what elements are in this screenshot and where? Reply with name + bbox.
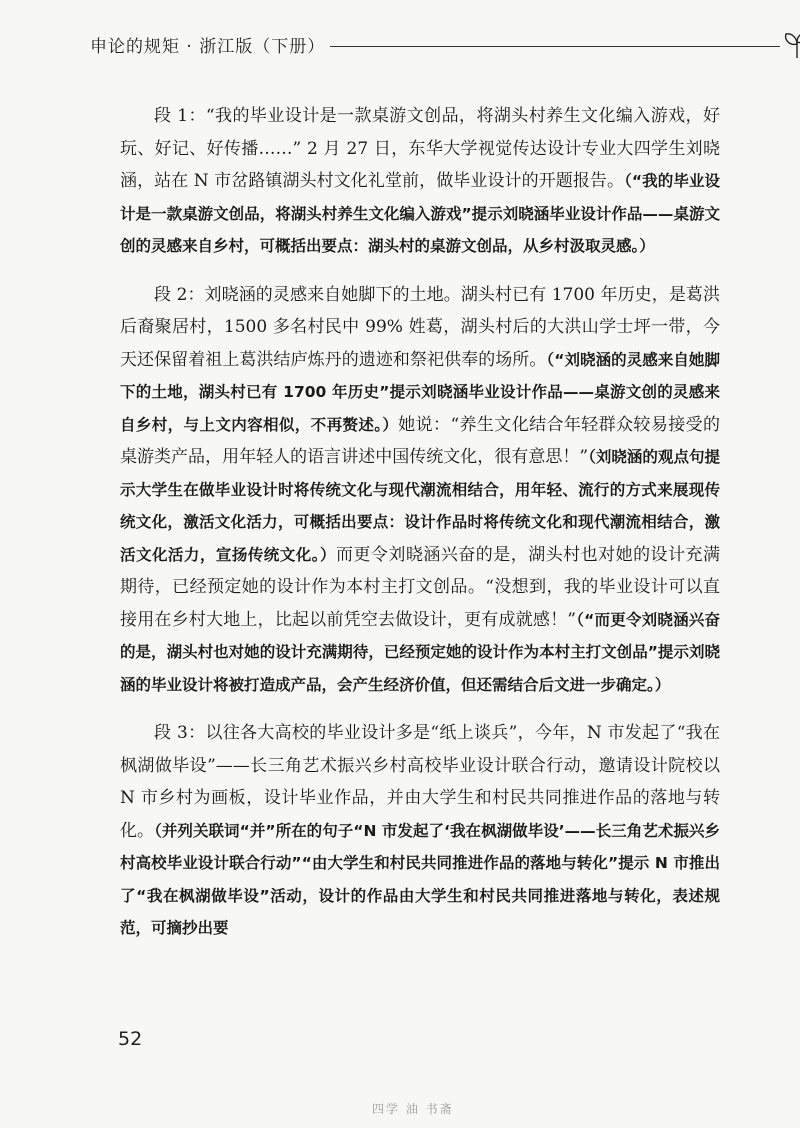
paragraph-2-text: 段 2：刘晓涵的灵感来自她脚下的土地。湖头村已有 1700 年历史，是葛洪后裔聚居村，1500 多名村民中 99% 姓葛，湖头村后的大洪山学士坪一带，今天还保留着祖上葛洪结庐炼丹的遗迹和祭祀供奉的场所。 bbox=[120, 284, 720, 370]
paragraph-2-text-3: 而更令刘晓涵兴奋的是，湖头村也对她的设计充满期待，已经预定她的设计作为本村主打文创品。“没想到，我的毕业设计可以直接用在乡村大地上，比起以前凭空去做设计，更有成就感！” bbox=[120, 544, 720, 630]
sprout-icon bbox=[780, 30, 800, 60]
paragraph-1 bbox=[120, 100, 720, 263]
paragraph-3 bbox=[120, 717, 720, 945]
header-rule bbox=[330, 46, 780, 47]
paragraph-2-note: （“刘晓涵的灵感来自她脚下的土地，湖头村已有 1700 年历史”提示刘晓涵毕业设计作品——桌游文创的灵感来自乡村，与上文内容相似，不再赘述。） bbox=[120, 350, 720, 434]
paragraph-2 bbox=[120, 279, 720, 702]
article-body bbox=[120, 100, 720, 961]
paragraph-1-text: 段 1：“我的毕业设计是一款桌游文创品，将湖头村养生文化编入游戏，好玩、好记、好传播……” 2 月 27 日，东华大学视觉传达设计专业大四学生刘晓涵，站在 N 市岔路镇湖头村文化礼堂前，做毕业设计的开题报告。 bbox=[120, 106, 720, 191]
running-header bbox=[90, 30, 730, 60]
paragraph-2-text-2: 她说：“养生文化结合年轻群众较易接受的桌游类产品，用年轻人的语言讲述中国传统文化，很有意思！” bbox=[120, 414, 720, 467]
paragraph-3-text: 段 3：以往各大高校的毕业设计多是“纸上谈兵”，今年，N 市发起了“我在枫湖做毕设”——长三角艺术振兴乡村高校毕业设计联合行动，邀请设计院校以 N 市乡村为画板，设计毕业作品，并由大学生和村民共同推进作品的落地与转化。 bbox=[120, 723, 720, 841]
book-title: 申论的规矩 · 浙江版（下册） bbox=[90, 37, 326, 57]
paragraph-3-note: （并列关联词“并”所在的句子“N 市发起了‘我在枫湖做毕设’——长三角艺术振兴乡村高校毕业设计联合行动”“由大学生和村民共同推进作品的落地与转化”提示 N 市推出了“我在枫湖做毕设”活动，设计的作品由大学生和村民共同推进落地与转化，表述规范，可摘抄出要 bbox=[120, 821, 721, 937]
page-number: 52 bbox=[118, 1028, 143, 1050]
paragraph-2-note-3: （“而更令刘晓涵兴奋的是，湖头村也对她的设计充满期待，已经预定她的设计作为本村主打文创品”提示刘晓涵的毕业设计将被打造成产品，会产生经济价值，但还需结合后文进一步确定。） bbox=[120, 610, 720, 694]
library-stamp: 四学 油 书斋 bbox=[372, 1102, 454, 1116]
paragraph-1-note: （“我的毕业设计是一款桌游文创品，将湖头村养生文化编入游戏”提示刘晓涵毕业设计作品——桌游文创的灵感来自乡村，可概括出要点：湖头村的桌游文创品，从乡村汲取灵感。） bbox=[120, 172, 720, 255]
paragraph-2-note-2: （刘晓涵的观点句提示大学生在做毕业设计时将传统文化与现代潮流相结合，用年轻、流行的方式来展现传统文化，激活文化活力，可概括出要点：设计作品时将传统文化和现代潮流相结合，激活文化活力，宣扬传统文化。） bbox=[120, 448, 720, 564]
